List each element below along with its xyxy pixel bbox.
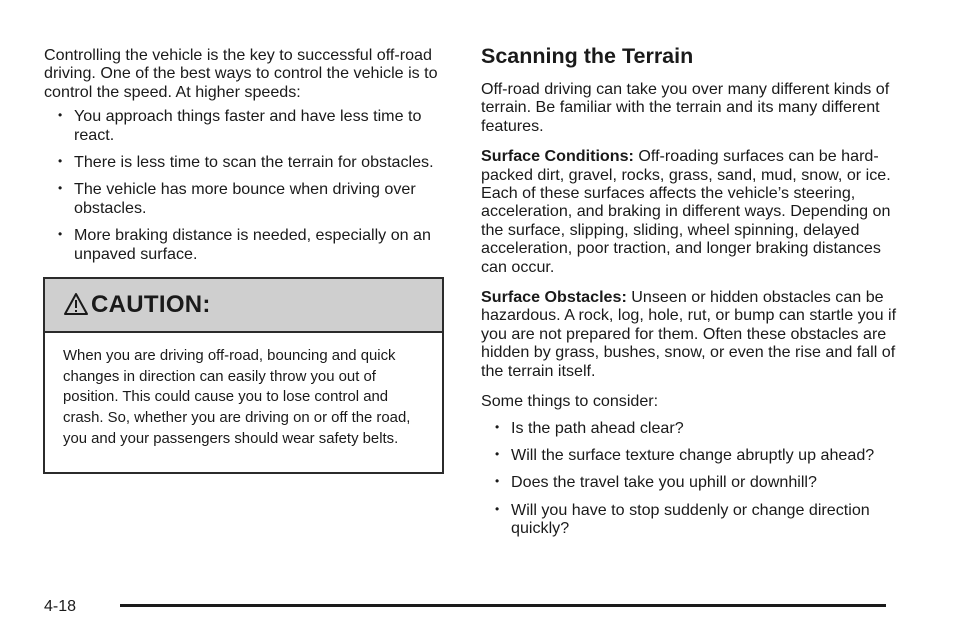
list-item: • Does the travel take you uphill or downhill? (495, 473, 817, 492)
left-intro-paragraph: Controlling the vehicle is the key to successful off-road driving. One of the best ways to control the vehicle is to control the speed. At higher speeds: (44, 46, 438, 101)
list-item: • More braking distance is needed, especially on an unpaved surface. (58, 226, 431, 263)
list-item: • Will the surface texture change abruptly up ahead? (495, 445, 875, 464)
bullet-icon: • (58, 227, 63, 242)
speed-bullet-list (44, 107, 446, 263)
caution-header (45, 279, 442, 333)
left-column (44, 46, 446, 272)
caution-text: When you are driving off-road, bouncing and quick changes in direction can easily throw you out of position. This could cause you to lose control and crash. So, whether you are driving on or off the road, you and your passengers should wear safety belts. (63, 348, 411, 447)
list-item: • Will you have to stop suddenly or change direction quickly? (495, 500, 870, 538)
bullet-icon: • (495, 474, 500, 489)
caution-box (43, 277, 444, 474)
bullet-icon: • (495, 446, 500, 461)
page-number: 4-18 (44, 598, 77, 615)
list-item: • The vehicle has more bounce when driving over obstacles. (58, 180, 416, 217)
bullet-icon: • (58, 154, 63, 169)
bullet-icon: • (58, 181, 63, 196)
surface-obstacles-text: Unseen or hidden obstacles can be hazardous. A rock, log, hole, rut, or bump can startle you if you are not prepared for them. Often these obstacles are hidden by grass, bushes, snow, or even the rise and fall of the terrain itself. (481, 288, 897, 380)
right-column (481, 42, 901, 547)
consider-bullet-list (481, 419, 901, 538)
list-item: • There is less time to scan the terrain for obstacles. (58, 153, 434, 172)
caution-title: CAUTION: (91, 291, 211, 318)
bullet-icon: • (58, 108, 63, 123)
surface-obstacles-label: Surface Obstacles: (481, 288, 627, 307)
surface-conditions-text: Off-roading surfaces can be hard-packed dirt, gravel, rocks, grass, sand, mud, snow, or ice. Each of these surfaces affects the vehicle’s steering, acceleration, and braking in different ways. Depending on the surface, slipping, sliding, wheel spinning, delayed acceleration, poor traction, and longer braking distances can occur. (481, 147, 891, 276)
surface-conditions-label: Surface Conditions: (481, 147, 634, 166)
consider-paragraph: Some things to consider: (481, 392, 659, 411)
bullet-icon: • (495, 419, 500, 434)
terrain-intro-paragraph: Off-road driving can take you over many different kinds of terrain. Be familiar with the terrain and its many different features. (481, 80, 890, 135)
bullet-icon: • (495, 501, 500, 516)
footer-rule (120, 604, 886, 607)
warning-triangle-icon (63, 291, 89, 317)
section-heading: Scanning the Terrain (481, 44, 694, 68)
list-item: • You approach things faster and have less time to react. (58, 107, 422, 144)
surface-conditions-paragraph (481, 147, 901, 276)
caution-body (45, 333, 442, 450)
surface-obstacles-paragraph (481, 288, 901, 380)
list-item: • Is the path ahead clear? (495, 418, 684, 437)
